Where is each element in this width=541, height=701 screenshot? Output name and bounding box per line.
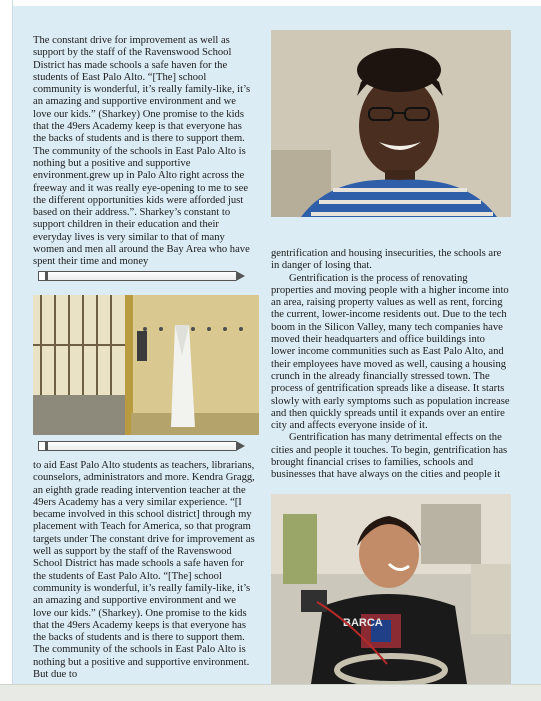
student-portrait-photo <box>271 30 511 217</box>
pencil-band-icon <box>46 442 48 450</box>
article-text: The constant drive for improvement as well as support by the staff of the Ravenswood School District has made schools a safe haven for the students of East Palo Alto. “[The] school community is wonderful, it’s really family-like, it’s an amazing and supportive environment and we love our kids.” (Sharkey) One promise to the kids that the 49ers Academy keep is that everyone has the backs of students and is there to support them. The community of the schools in East Palo Alto is nothing but a positive and supportive environment.grew up in Palo Alto right across the freeway and it was really eye-opening to me to see the different opportunities kids were afforded just based on their address.”. Sharkey’s constant to support children in their education and their everyday lives is very similar to that of many women and men all around the Bay Area who have spent their time and money <box>33 35 251 268</box>
pencil-eraser-icon <box>38 271 46 281</box>
svg-text:BARCA: BARCA <box>343 617 383 629</box>
article-paragraph-2 <box>33 460 255 681</box>
pencil-band-icon <box>46 272 48 280</box>
article-text: to aid East Palo Alto students as teachers, librarians, counselors, administrators and more. Kendra Gragg, an eighth grade reading intervention teacher at the 49ers Academy has a very similar experience. “[I became involved in this school district] through my placement with Teach for America, so that program targets under The constant drive for improvement as well as support by the staff of the Ravenswood School District has made schools a safe haven for the students of East Palo Alto. “[The] school community is wonderful, it’s really family-like, it’s an amazing and supportive environment and we love our kids.” (Sharkey). One promise to the kids that the 49ers Academy keeps is that everyone has the backs of students and is there to support them. The community of the schools in East Palo Alto is nothing but a positive and supportive environment. But due to <box>33 460 255 681</box>
pencil-eraser-icon <box>38 441 46 451</box>
pencil-divider-icon <box>38 271 236 281</box>
top-margin <box>0 0 541 6</box>
article-paragraph-1 <box>33 35 255 269</box>
pencil-tip-icon <box>236 441 245 451</box>
left-margin <box>0 0 13 700</box>
article-text: gentrification and housing insecurities, the schools are in danger of losing that. <box>271 248 502 272</box>
pencil-tip-icon <box>236 271 245 281</box>
article-text: Gentrification has many detrimental effects on the cities and people it touches. To begin, gentrification has brought financial crises to families, schools and businesses that have always on the cities and people it <box>271 432 508 481</box>
article-text: Gentrification is the process of renovating properties and moving people with a higher income into an area, raising property values as well as rent, forcing the current, lower-income residents out. Due to the tech boom in the Silicon Valley, many tech companies have moved their headquarters and office buildings into lower income communities such as East Palo Alto, and their employees have moved as well, causing a housing crunch in the already financially stressed town. The process of gentrification spreads like a disease. It starts slowly with early symptoms such as population increase and then quickly spreads until it expands over an entire city and affects everyone inside of it. <box>271 272 510 432</box>
bottom-margin <box>0 684 541 701</box>
hallway-photo <box>33 295 259 435</box>
pencil-divider-icon <box>38 441 236 451</box>
student-robotics-photo <box>271 494 511 684</box>
article-paragraph-3 <box>271 248 511 482</box>
